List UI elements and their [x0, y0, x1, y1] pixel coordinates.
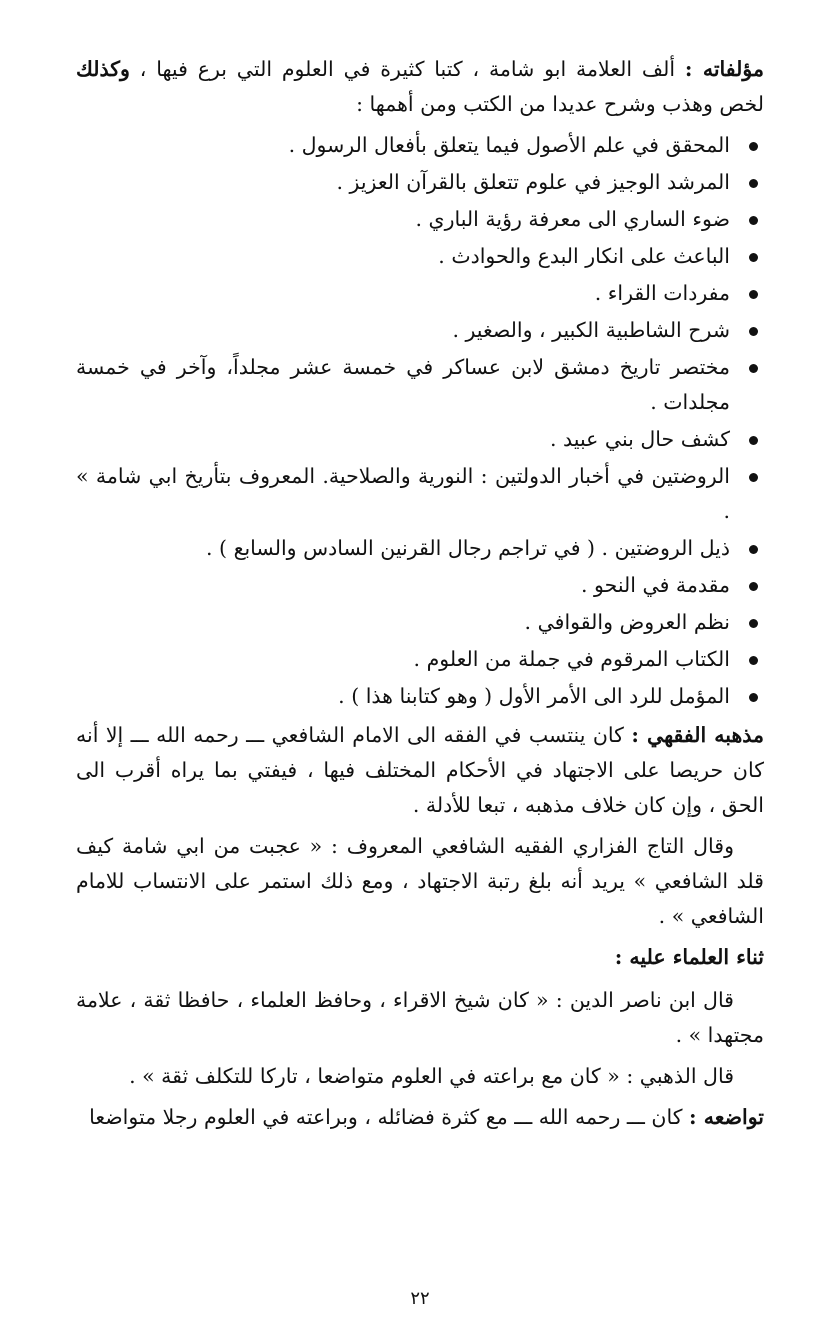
ibn-nasir-quote: قال ابن ناصر الدين : « كان شيخ الاقراء ، وحافظ العلماء ، حافظا ثقة ، علامة مجتهدا » . — [76, 988, 764, 1047]
madhhab-paragraph — [76, 718, 764, 823]
bullet-icon — [749, 436, 758, 445]
bullet-icon — [749, 582, 758, 591]
list-item: نظم العروض والقوافي . — [76, 605, 764, 640]
humility-text: كان ـــ رحمه الله ـــ مع كثرة فضائله ، وبراعته في العلوم رجلا متواضعا — [89, 1105, 690, 1129]
list-item: المرشد الوجيز في علوم تتعلق بالقرآن العزيز . — [76, 165, 764, 200]
madhhab-heading: مذهبه الفقهي : — [631, 723, 764, 747]
madhhab-text: كان ينتسب في الفقه الى الامام الشافعي ـــ رحمه الله ـــ إلا أنه كان حريصا على الاجتهاد في الأحكام المختلف فيها ، فيفتي بما يراه أقرب الى الحق ، وإن كان خلاف مذهبه ، تبعا للأدلة . — [76, 723, 764, 817]
bullet-icon — [749, 290, 758, 299]
list-item: الباعث على انكار البدع والحوادث . — [76, 239, 764, 274]
list-item: الروضتين في أخبار الدولتين : النورية والصلاحية. المعروف بتأريخ ابي شامة » . — [76, 459, 764, 529]
page-body — [76, 52, 764, 1141]
bullet-icon — [749, 253, 758, 262]
bullet-icon — [749, 545, 758, 554]
humility-heading: تواضعه : — [689, 1105, 764, 1129]
bullet-icon — [749, 656, 758, 665]
works-intro-bold: وكذلك — [76, 57, 130, 81]
list-item: مختصر تاريخ دمشق لابن عساكر في خمسة عشر مجلداً، وآخر في خمسة مجلدات . — [76, 350, 764, 420]
list-item: مفردات القراء . — [76, 276, 764, 311]
list-item: شرح الشاطبية الكبير ، والصغير . — [76, 313, 764, 348]
bullet-icon — [749, 142, 758, 151]
works-intro-text-2: لخص وهذب وشرح عديدا من الكتب ومن أهمها : — [356, 92, 764, 116]
dhahabi-quote: قال الذهبي : « كان مع براعته في العلوم متواضعا ، تاركا للتكلف ثقة » . — [129, 1064, 734, 1088]
bullet-icon — [749, 364, 758, 373]
works-intro — [76, 52, 764, 122]
bullet-icon — [749, 619, 758, 628]
list-item: المؤمل للرد الى الأمر الأول ( وهو كتابنا هذا ) . — [76, 679, 764, 714]
works-heading: مؤلفاته : — [684, 57, 764, 81]
works-intro-text-1: ألف العلامة ابو شامة ، كتبا كثيرة في العلوم التي برع فيها ، — [129, 57, 685, 81]
list-item: الكتاب المرقوم في جملة من العلوم . — [76, 642, 764, 677]
bullet-icon — [749, 179, 758, 188]
praise-heading: ثناء العلماء عليه : — [614, 945, 764, 969]
list-item: مقدمة في النحو . — [76, 568, 764, 603]
list-item: ذيل الروضتين . ( في تراجم رجال القرنين السادس والسابع ) . — [76, 531, 764, 566]
bullet-icon — [749, 327, 758, 336]
list-item: ضوء الساري الى معرفة رؤية الباري . — [76, 202, 764, 237]
bullet-icon — [749, 473, 758, 482]
books-list — [76, 128, 764, 714]
fazari-quote: وقال التاج الفزاري الفقيه الشافعي المعروف : « عجبت من ابي شامة كيف قلد الشافعي » يريد أنه بلغ رتبة الاجتهاد ، ومع ذلك استمر على الانتساب للامام الشافعي » . — [76, 834, 764, 928]
humility-paragraph — [76, 1100, 764, 1135]
bullet-icon — [749, 693, 758, 702]
list-item: كشف حال بني عبيد . — [76, 422, 764, 457]
bullet-icon — [749, 216, 758, 225]
list-item: المحقق في علم الأصول فيما يتعلق بأفعال الرسول . — [76, 128, 764, 163]
page-number: ٢٢ — [410, 1288, 430, 1309]
